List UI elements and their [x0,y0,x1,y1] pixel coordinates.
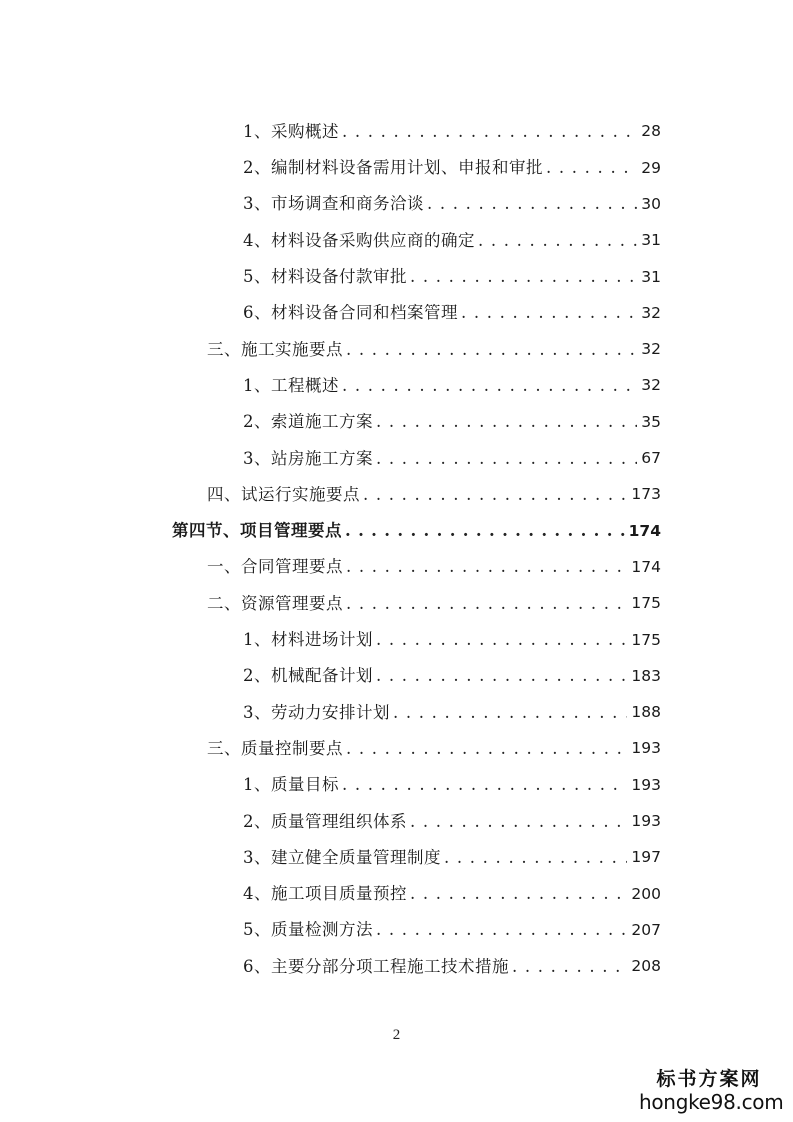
toc-entry-title: 1、采购概述 [243,121,339,141]
toc-dot-leader [461,305,637,322]
toc-entry-title: 三、施工实施要点 [207,339,343,359]
toc-entry-title: 3、站房施工方案 [243,448,373,468]
toc-entry-title: 三、质量控制要点 [207,738,343,758]
toc-entry-page: 200 [631,884,661,903]
toc-entry[interactable] [0,223,793,259]
toc-dot-leader [376,632,627,649]
toc-entry-page: 174 [631,557,661,576]
toc-entry-page: 207 [631,920,661,939]
toc-entry-page: 28 [641,122,661,141]
toc-dot-leader [346,342,637,359]
toc-dot-leader [342,777,627,794]
toc-dot-leader [546,160,637,177]
toc-dot-leader [410,814,627,831]
toc-entry-title: 6、材料设备合同和档案管理 [243,303,458,323]
toc-entry[interactable] [0,731,793,767]
toc-entry-title: 2、机械配备计划 [243,666,373,686]
toc-entry[interactable] [0,913,793,949]
toc-entry-page: 193 [631,739,661,758]
toc-entry[interactable] [0,658,793,694]
toc-entry[interactable] [0,187,793,223]
toc-entry[interactable] [0,622,793,658]
toc-entry-page: 30 [641,194,661,213]
toc-entry-title: 6、主要分部分项工程施工技术措施 [243,956,509,976]
toc-entry-page: 208 [631,957,661,976]
toc-entry[interactable] [0,586,793,622]
toc-entry-page: 193 [631,775,661,794]
toc-entry-title: 4、材料设备采购供应商的确定 [243,230,475,250]
toc-dot-leader [427,196,637,213]
toc-entry[interactable] [0,876,793,912]
toc-entry-page: 188 [631,703,661,722]
watermark-url: hongke98.com [639,1090,784,1114]
toc-entry-title: 1、工程概述 [243,375,339,395]
toc-entry[interactable] [0,114,793,150]
toc-entry-page: 193 [631,812,661,831]
toc-entry-page: 183 [631,666,661,685]
toc-entry-title: 2、质量管理组织体系 [243,811,407,831]
toc-entry[interactable] [0,295,793,331]
toc-entry-title: 1、质量目标 [243,775,339,795]
toc-dot-leader [376,922,627,939]
toc-entry[interactable] [0,513,793,549]
toc-entry-page: 31 [641,267,661,286]
toc-entry-title: 4、施工项目质量预控 [243,884,407,904]
toc-entry-title: 2、索道施工方案 [243,412,373,432]
toc-entry-page: 32 [641,303,661,322]
toc-entry-title: 第四节、项目管理要点 [172,521,342,541]
toc-entry-title: 3、建立健全质量管理制度 [243,847,441,867]
toc-entry-page: 32 [641,376,661,395]
toc-entry[interactable] [0,259,793,295]
toc-entry-title: 5、质量检测方法 [243,920,373,940]
toc-entry-page: 67 [641,449,661,468]
toc-entry-title: 1、材料进场计划 [243,630,373,650]
toc-entry-title: 二、资源管理要点 [207,593,343,613]
toc-entry[interactable] [0,767,793,803]
toc-dot-leader [393,705,627,722]
table-of-contents [0,114,793,985]
toc-dot-leader [376,451,637,468]
toc-dot-leader [342,124,637,141]
toc-entry[interactable] [0,695,793,731]
toc-entry[interactable] [0,949,793,985]
toc-entry-page: 174 [628,521,661,540]
toc-entry-page: 175 [631,594,661,613]
toc-entry[interactable] [0,550,793,586]
toc-entry[interactable] [0,477,793,513]
toc-dot-leader [410,886,627,903]
toc-dot-leader [376,414,637,431]
toc-entry-title: 四、试运行实施要点 [207,484,360,504]
page-number: 2 [392,1027,401,1043]
toc-dot-leader [444,850,627,867]
toc-dot-leader [345,523,625,540]
toc-entry[interactable] [0,804,793,840]
toc-dot-leader [346,741,627,758]
toc-entry-page: 32 [641,340,661,359]
toc-entry-title: 5、材料设备付款审批 [243,267,407,287]
toc-dot-leader [376,668,627,685]
toc-dot-leader [346,559,627,576]
toc-entry-page: 175 [631,630,661,649]
toc-entry-title: 2、编制材料设备需用计划、申报和审批 [243,158,543,178]
toc-entry-title: 3、劳动力安排计划 [243,702,390,722]
watermark-site-name: 标书方案网 [656,1068,762,1091]
toc-entry-title: 3、市场调查和商务洽谈 [243,194,424,214]
toc-dot-leader [512,959,627,976]
toc-entry-title: 一、合同管理要点 [207,557,343,577]
toc-entry-page: 29 [641,158,661,177]
toc-entry-page: 197 [631,848,661,867]
toc-entry-page: 173 [631,485,661,504]
toc-entry[interactable] [0,368,793,404]
toc-dot-leader [342,378,637,395]
toc-entry[interactable] [0,332,793,368]
toc-entry[interactable] [0,404,793,440]
toc-dot-leader [363,487,627,504]
toc-dot-leader [410,269,637,286]
toc-entry[interactable] [0,840,793,876]
toc-dot-leader [346,596,627,613]
toc-entry[interactable] [0,441,793,477]
toc-dot-leader [478,233,637,250]
toc-entry[interactable] [0,150,793,186]
toc-entry-page: 31 [641,231,661,250]
site-watermark [639,1068,784,1114]
toc-entry-page: 35 [641,412,661,431]
